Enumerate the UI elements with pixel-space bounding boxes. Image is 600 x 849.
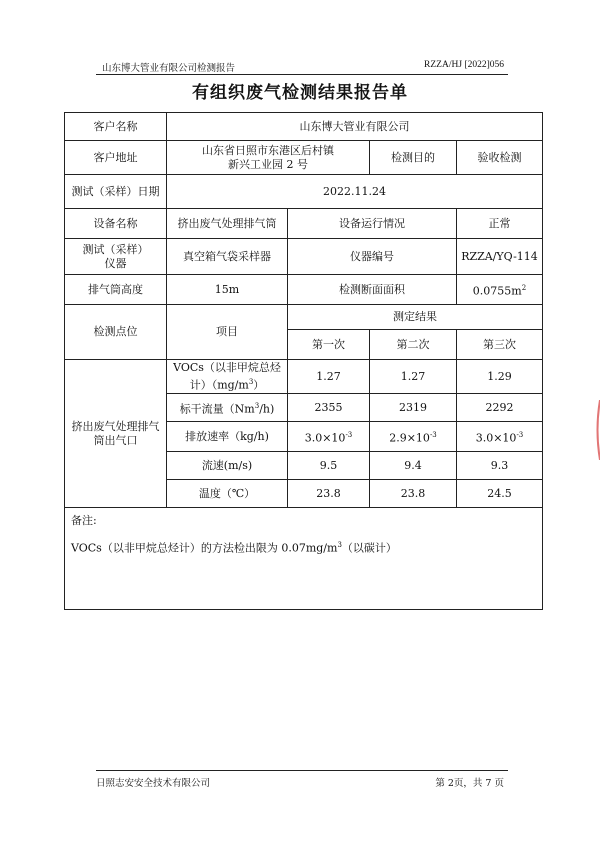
instrument-label: [65, 239, 167, 275]
result-item: 温度（℃）: [167, 480, 288, 508]
instrument-label-line2: 仪器: [104, 256, 127, 270]
result-value-run-1: 9.5: [288, 452, 370, 480]
client-address-line1: 山东省日照市东港区后村镇: [202, 143, 334, 157]
result-item-line2: [169, 375, 285, 393]
operation-label: 设备运行情况: [288, 209, 457, 239]
client-address-value: [167, 141, 370, 175]
row-instrument: [65, 239, 543, 275]
stack-height-label: 排气筒高度: [65, 275, 167, 305]
sampling-point-line1: 挤出废气处理排气: [71, 419, 160, 433]
result-item: [167, 394, 288, 422]
result-item: 流速(m/s): [167, 452, 288, 480]
item-label: 项目: [167, 305, 288, 360]
report-table: [64, 112, 543, 610]
result-item-text: 标干流量（Nm: [179, 402, 255, 416]
result-item-line1: VOCs（以非甲烷总烃: [173, 360, 281, 374]
result-value-exponent: -3: [345, 430, 353, 439]
result-value-run-2: 9.4: [370, 452, 457, 480]
equipment-value: 挤出废气处理排气筒: [167, 209, 288, 239]
run-2-label: 第二次: [370, 330, 457, 360]
instrument-value: 真空箱气袋采样器: [167, 239, 288, 275]
footer-company: 日照志安安全技术有限公司: [96, 778, 211, 789]
result-value-run-2: 23.8: [370, 480, 457, 508]
notes-superscript: 3: [337, 541, 342, 549]
point-label: 检测点位: [65, 305, 167, 360]
result-value-run-3: 9.3: [457, 452, 543, 480]
row-equipment: [65, 209, 543, 239]
result-value-run-1: 1.27: [288, 360, 370, 394]
result-value-run-3: 2292: [457, 394, 543, 422]
footer-page-number: 第 2页，共 7 页: [435, 778, 504, 789]
result-item: [167, 360, 288, 394]
result-value-run-1: 23.8: [288, 480, 370, 508]
result-item-tail: ）: [253, 378, 265, 392]
result-item-superscript: 3: [254, 401, 260, 410]
result-value-base: 3.0×10: [304, 431, 346, 445]
notes-text: [71, 538, 536, 556]
result-value-base: 2.9×10: [389, 431, 430, 445]
result-row: [65, 360, 543, 394]
page-header: [96, 58, 508, 75]
notes-cell: [65, 508, 543, 610]
seal-stamp-edge: [594, 400, 600, 460]
row-client-address: [65, 141, 543, 175]
result-value-run-1: [288, 422, 370, 452]
run-1-label: 第一次: [288, 330, 370, 360]
header-report-number: RZZA/HJ [2022]056: [424, 60, 504, 70]
purpose-label: 检测目的: [370, 141, 457, 175]
notes-label: 备注:: [71, 514, 97, 527]
section-area-number: 0.0755m: [472, 284, 522, 298]
client-address-label: 客户地址: [65, 141, 167, 175]
sampling-point-line2: 筒出气口: [93, 433, 138, 447]
result-value-run-2: [370, 422, 457, 452]
sampling-point: [65, 360, 167, 508]
result-value-run-2: 2319: [370, 394, 457, 422]
instrument-no-value: RZZA/YQ-114: [457, 239, 543, 275]
page-footer: [96, 770, 508, 787]
stack-height-value: 15m: [167, 275, 288, 305]
client-name-value: 山东博大管业有限公司: [167, 113, 543, 141]
result-value-exponent: -3: [516, 430, 524, 439]
report-title: 有组织废气检测结果报告单: [192, 83, 408, 103]
run-3-label: 第三次: [457, 330, 543, 360]
result-item-superscript: 3: [248, 377, 254, 386]
client-name-label: 客户名称: [65, 113, 167, 141]
date-label: 测试（采样）日期: [65, 175, 167, 209]
result-item-tail: /h): [259, 402, 275, 416]
row-stack-height: [65, 275, 543, 305]
operation-value: 正常: [457, 209, 543, 239]
result-value-exponent: -3: [429, 430, 437, 439]
section-area-superscript: 2: [521, 283, 527, 292]
notes-text-tail: （以碳计）: [341, 541, 397, 555]
result-value-run-2: 1.27: [370, 360, 457, 394]
result-value-run-3: 1.29: [457, 360, 543, 394]
client-address-line2: 新兴工业园 2 号: [228, 157, 308, 171]
purpose-value: 验收检测: [457, 141, 543, 175]
result-value-run-3: [457, 422, 543, 452]
row-notes: [65, 508, 543, 610]
section-area-value: [457, 275, 543, 305]
date-value: 2022.11.24: [167, 175, 543, 209]
result-value-run-3: 24.5: [457, 480, 543, 508]
result-label: 测定结果: [288, 305, 543, 330]
row-client-name: [65, 113, 543, 141]
instrument-label-line1: 测试（采样）: [82, 242, 149, 256]
result-item-line2-text: 计）（mg/m: [189, 378, 249, 392]
result-value-run-1: 2355: [288, 394, 370, 422]
row-results-header: [65, 305, 543, 330]
instrument-no-label: 仪器编号: [288, 239, 457, 275]
result-value-base: 3.0×10: [475, 431, 517, 445]
equipment-label: 设备名称: [65, 209, 167, 239]
header-company: 山东博大管业有限公司检测报告: [102, 63, 236, 74]
section-area-label: 检测断面面积: [288, 275, 457, 305]
result-item: 排放速率（kg/h): [167, 422, 288, 452]
row-test-date: [65, 175, 543, 209]
notes-text-main: VOCs（以非甲烷总烃计）的方法检出限为 0.07mg/m: [71, 541, 338, 555]
